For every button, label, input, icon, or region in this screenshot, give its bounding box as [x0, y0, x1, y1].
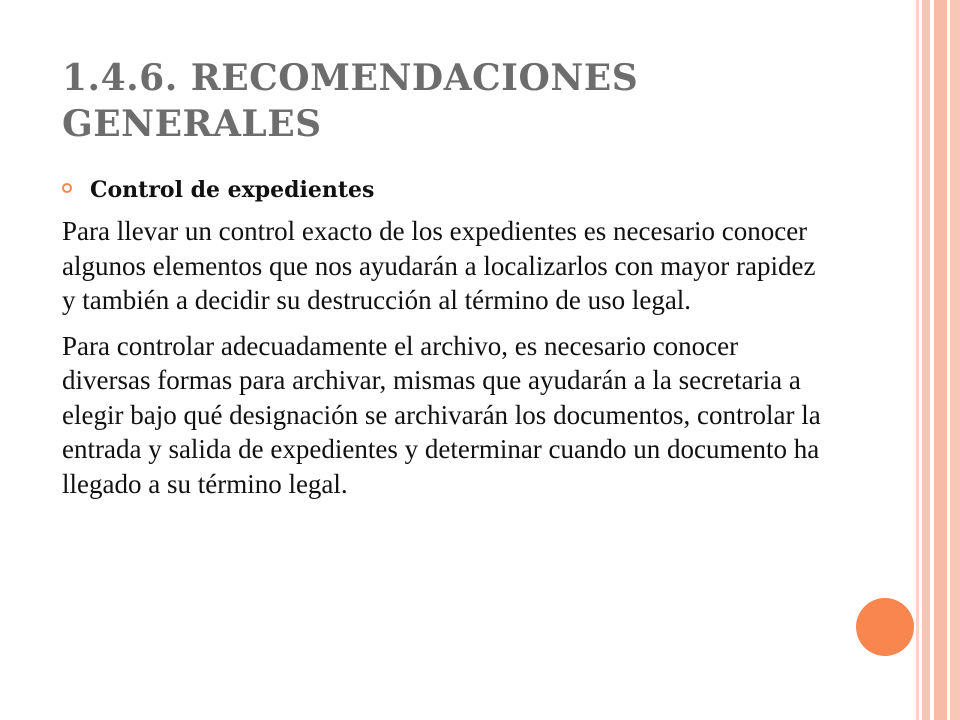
bullet-ring-icon	[62, 183, 72, 193]
bullet-item	[62, 172, 822, 208]
stripe	[950, 0, 960, 720]
paragraph-2: Para controlar adecuadamente el archivo, es necesario conocer diversas formas para archivar, mismas que ayudarán a la secretaria a elegir bajo qué designación se archivarán los documentos, controlar la entrada y salida de expedientes y determinar cuando un documento ha llegado a su término legal.	[62, 330, 821, 499]
slide-content	[62, 172, 822, 501]
slide-title: 1.4.6. RECOMENDACIONES GENERALES	[62, 57, 639, 145]
stripe	[922, 0, 930, 720]
right-decorative-stripes	[916, 0, 960, 720]
orange-circle-decoration	[856, 598, 914, 656]
paragraph-1: Para llevar un control exacto de los expedientes es necesario conocer algunos elementos que nos ayudarán a localizarlos con mayor rapidez y también a decidir su destrucción al término de uso legal.	[62, 216, 816, 315]
stripe	[934, 0, 947, 720]
bullet-heading: Control de expedientes	[90, 177, 375, 203]
